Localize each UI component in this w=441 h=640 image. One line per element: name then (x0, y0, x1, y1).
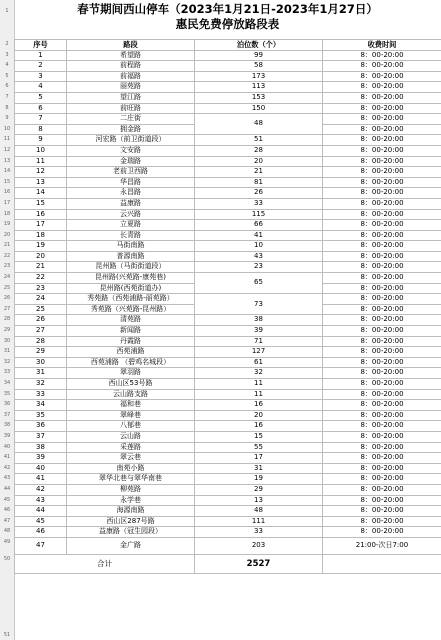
table-row (15, 389, 441, 400)
table-row (15, 347, 441, 358)
row-number: 5 (5, 73, 9, 79)
charge-hours: 8：00-20:00 (323, 61, 441, 72)
road-name: 前程路 (67, 61, 195, 72)
charge-hours: 8：00-20:00 (323, 156, 441, 167)
parking-spaces: 41 (195, 230, 323, 241)
header-index: 序号 (15, 40, 67, 51)
row-number: 46 (3, 507, 11, 513)
table-row (15, 262, 441, 273)
charge-hours: 8：00-20:00 (323, 442, 441, 453)
parking-spaces: 153 (195, 92, 323, 103)
table-row (15, 379, 441, 390)
road-name: 秀苑路（兴苑路-昆州路） (67, 304, 195, 315)
road-name: 益康路（冠生园段） (67, 527, 195, 538)
road-name: 翠羽路 (67, 368, 195, 379)
road-name: 河宏路（前卫街道段） (67, 135, 195, 146)
table-row (15, 495, 441, 506)
row-number: 31 (3, 348, 11, 354)
road-name: 海源南路 (67, 506, 195, 517)
charge-hours: 8：00-20:00 (323, 421, 441, 432)
road-name: 普源南路 (67, 251, 195, 262)
charge-hours: 8：00-20:00 (323, 294, 441, 305)
header-road: 路段 (67, 40, 195, 51)
charge-hours: 8：00-20:00 (323, 379, 441, 390)
charge-hours: 8：00-20:00 (323, 188, 441, 199)
table-row (15, 506, 441, 517)
table-row (15, 442, 441, 453)
charge-hours: 8：00-20:00 (323, 220, 441, 231)
header-hours: 收费时间 (323, 40, 441, 51)
table-row (15, 400, 441, 411)
row-number: 34 (3, 380, 11, 386)
charge-hours: 8：00-20:00 (323, 209, 441, 220)
row-number: 11 (3, 136, 11, 142)
row-index: 15 (15, 198, 67, 209)
row-index: 32 (15, 379, 67, 390)
parking-spaces: 99 (195, 50, 323, 61)
parking-spaces: 13 (195, 495, 323, 506)
parking-spaces: 10 (195, 241, 323, 252)
road-name: 丽苑路 (67, 82, 195, 93)
charge-hours: 8：00-20:00 (323, 495, 441, 506)
row-index: 3 (15, 71, 67, 82)
charge-hours: 8：00-20:00 (323, 50, 441, 61)
charge-hours: 8：00-20:00 (323, 304, 441, 315)
row-index: 37 (15, 431, 67, 442)
row-number: 17 (3, 200, 11, 206)
parking-spaces: 32 (195, 368, 323, 379)
charge-hours: 8：00-20:00 (323, 315, 441, 326)
parking-spaces: 26 (195, 188, 323, 199)
row-number: 30 (3, 338, 11, 344)
parking-spaces: 61 (195, 357, 323, 368)
row-index: 10 (15, 145, 67, 156)
charge-hours: 8：00-20:00 (323, 135, 441, 146)
row-index: 23 (15, 283, 67, 294)
parking-spaces: 55 (195, 442, 323, 453)
row-number: 4 (5, 62, 9, 68)
row-number: 2 (5, 41, 9, 47)
parking-spaces: 58 (195, 61, 323, 72)
table-row (15, 484, 441, 495)
road-name: 昆州路(兴苑路-康苑巷) (67, 273, 195, 284)
charge-hours: 8：00-20:00 (323, 71, 441, 82)
row-index: 41 (15, 474, 67, 485)
table-row (15, 537, 441, 554)
row-number: 13 (3, 158, 11, 164)
row-index: 5 (15, 92, 67, 103)
row-index: 26 (15, 315, 67, 326)
row-number: 10 (3, 126, 11, 132)
table-row (15, 463, 441, 474)
table-row (15, 198, 441, 209)
row-index: 11 (15, 156, 67, 167)
total-label: 合计 (15, 554, 195, 573)
row-index: 16 (15, 209, 67, 220)
header-spaces: 泊位数（个） (195, 40, 323, 51)
parking-spaces: 150 (195, 103, 323, 114)
row-number: 50 (3, 556, 11, 562)
row-index: 43 (15, 495, 67, 506)
charge-hours: 8：00-20:00 (323, 167, 441, 178)
parking-spaces: 81 (195, 177, 323, 188)
table-row (15, 209, 441, 220)
row-number: 45 (3, 497, 11, 503)
table-row (15, 177, 441, 188)
table-row (15, 230, 441, 241)
charge-hours: 8：00-20:00 (323, 114, 441, 125)
road-name: 前旺路 (67, 103, 195, 114)
row-index: 45 (15, 516, 67, 527)
road-name: 望江路 (67, 92, 195, 103)
row-number: 6 (5, 83, 9, 89)
road-name: 西山区287号路 (67, 516, 195, 527)
row-number: 12 (3, 147, 11, 153)
table-row (15, 220, 441, 231)
road-name: 翠华北巷与翠华南巷 (67, 474, 195, 485)
table-row (15, 273, 441, 284)
charge-hours: 8：00-20:00 (323, 474, 441, 485)
parking-spaces: 16 (195, 421, 323, 432)
road-name: 益康路 (67, 198, 195, 209)
row-number: 37 (3, 412, 11, 418)
row-index: 24 (15, 294, 67, 305)
road-name: 福和巷 (67, 400, 195, 411)
row-number: 3 (5, 52, 9, 58)
road-name: 云山路 (67, 431, 195, 442)
road-name: 华昌路 (67, 177, 195, 188)
row-index: 8 (15, 124, 67, 135)
charge-hours: 8：00-20:00 (323, 506, 441, 517)
row-number: 36 (3, 401, 11, 407)
table-row (15, 315, 441, 326)
table-row (15, 326, 441, 337)
table-row (15, 92, 441, 103)
row-index: 6 (15, 103, 67, 114)
table-row (15, 103, 441, 114)
row-index: 7 (15, 114, 67, 125)
road-name: 西山区53号路 (67, 379, 195, 390)
row-number: 26 (3, 295, 11, 301)
table-row (15, 167, 441, 178)
header-row (15, 40, 441, 51)
parking-spaces: 16 (195, 400, 323, 411)
charge-hours: 8：00-20:00 (323, 516, 441, 527)
charge-hours: 8：00-20:00 (323, 241, 441, 252)
charge-hours: 8：00-20:00 (323, 484, 441, 495)
charge-hours: 8：00-20:00 (323, 283, 441, 294)
row-number: 47 (3, 518, 11, 524)
title-line-1: 春节期间西山停车（2023年1月21日-2023年1月27日） (77, 2, 378, 16)
row-number: 48 (3, 528, 11, 534)
charge-hours: 8：00-20:00 (323, 326, 441, 337)
parking-spaces: 28 (195, 145, 323, 156)
table-row (15, 368, 441, 379)
row-index: 17 (15, 220, 67, 231)
row-index: 42 (15, 484, 67, 495)
charge-hours: 21:00-次日7:00 (323, 537, 441, 554)
row-number: 33 (3, 369, 11, 375)
road-name: 柳苑路 (67, 484, 195, 495)
road-name: 西苑浦路 (67, 347, 195, 358)
parking-spaces: 20 (195, 156, 323, 167)
row-index: 35 (15, 410, 67, 421)
charge-hours: 8：00-20:00 (323, 92, 441, 103)
charge-hours: 8：00-20:00 (323, 336, 441, 347)
row-index: 40 (15, 463, 67, 474)
parking-spaces: 39 (195, 326, 323, 337)
row-index: 25 (15, 304, 67, 315)
road-name: 新闻路 (67, 326, 195, 337)
charge-hours: 8：00-20:00 (323, 368, 441, 379)
title-line-2: 惠民免费停放路段表 (175, 17, 280, 31)
parking-spaces: 19 (195, 474, 323, 485)
row-number: 28 (3, 316, 11, 322)
row-index: 27 (15, 326, 67, 337)
table-row (15, 50, 441, 61)
row-index: 29 (15, 347, 67, 358)
row-index: 39 (15, 453, 67, 464)
road-name: 希望路 (67, 50, 195, 61)
row-index: 47 (15, 537, 67, 554)
row-number: 32 (3, 359, 11, 365)
charge-hours: 8：00-20:00 (323, 273, 441, 284)
road-name: 前福路 (67, 71, 195, 82)
parking-table (14, 39, 441, 574)
charge-hours: 8：00-20:00 (323, 453, 441, 464)
parking-spaces: 115 (195, 209, 323, 220)
table-row (15, 357, 441, 368)
road-name: 永昌路 (67, 188, 195, 199)
road-name: 云兴路 (67, 209, 195, 220)
table-body (15, 40, 441, 574)
row-index: 36 (15, 421, 67, 432)
charge-hours: 8：00-20:00 (323, 145, 441, 156)
row-index: 20 (15, 251, 67, 262)
table-row (15, 135, 441, 146)
table-row (15, 516, 441, 527)
road-name: 丹霞路 (67, 336, 195, 347)
table-row (15, 156, 441, 167)
road-name: 拥金路 (67, 124, 195, 135)
table-row (15, 527, 441, 538)
parking-spaces: 11 (195, 379, 323, 390)
table-row (15, 294, 441, 305)
total-row (15, 554, 441, 573)
row-number: 7 (5, 94, 9, 100)
charge-hours: 8：00-20:00 (323, 177, 441, 188)
charge-hours: 8：00-20:00 (323, 124, 441, 135)
road-name: 云山路支路 (67, 389, 195, 400)
row-number: 24 (3, 274, 11, 280)
parking-spaces: 71 (195, 336, 323, 347)
row-index: 2 (15, 61, 67, 72)
parking-spaces: 51 (195, 135, 323, 146)
row-number: 16 (3, 189, 11, 195)
table-row (15, 145, 441, 156)
parking-spaces: 43 (195, 251, 323, 262)
parking-spaces: 31 (195, 463, 323, 474)
charge-hours: 8：00-20:00 (323, 82, 441, 93)
parking-spaces: 48 (195, 506, 323, 517)
row-number: 8 (5, 105, 9, 111)
total-empty-cell (323, 554, 441, 573)
road-name: 二庄街 (67, 114, 195, 125)
table-row (15, 251, 441, 262)
row-index: 28 (15, 336, 67, 347)
row-number: 44 (3, 486, 11, 492)
table-row (15, 82, 441, 93)
row-number: 40 (3, 444, 11, 450)
row-index: 33 (15, 389, 67, 400)
row-number: 1 (5, 8, 9, 14)
road-name: 永学巷 (67, 495, 195, 506)
road-name: 金广路 (67, 537, 195, 554)
row-index: 4 (15, 82, 67, 93)
parking-spaces: 65 (195, 273, 323, 294)
row-index: 12 (15, 167, 67, 178)
charge-hours: 8：00-20:00 (323, 198, 441, 209)
charge-hours: 8：00-20:00 (323, 527, 441, 538)
table-row (15, 336, 441, 347)
parking-spaces: 203 (195, 537, 323, 554)
road-name: 南苑小路 (67, 463, 195, 474)
road-name: 立夏路 (67, 220, 195, 231)
row-index: 30 (15, 357, 67, 368)
road-name: 马街南路 (67, 241, 195, 252)
parking-spaces: 23 (195, 262, 323, 273)
row-number: 25 (3, 285, 11, 291)
total-value: 2527 (195, 554, 323, 573)
row-number: 22 (3, 253, 11, 259)
parking-spaces: 33 (195, 527, 323, 538)
charge-hours: 8：00-20:00 (323, 230, 441, 241)
row-index: 34 (15, 400, 67, 411)
parking-spaces: 111 (195, 516, 323, 527)
parking-spaces: 11 (195, 389, 323, 400)
row-number: 49 (3, 539, 11, 545)
parking-spaces: 15 (195, 431, 323, 442)
row-number: 35 (3, 391, 11, 397)
parking-spaces: 29 (195, 484, 323, 495)
table-row (15, 188, 441, 199)
row-index: 14 (15, 188, 67, 199)
parking-spaces: 38 (195, 315, 323, 326)
row-index: 46 (15, 527, 67, 538)
parking-spaces: 48 (195, 114, 323, 135)
row-index: 18 (15, 230, 67, 241)
row-index: 31 (15, 368, 67, 379)
row-number: 29 (3, 327, 11, 333)
parking-spaces: 17 (195, 453, 323, 464)
parking-spaces: 21 (195, 167, 323, 178)
row-number: 9 (5, 115, 9, 121)
road-name: 采莲路 (67, 442, 195, 453)
row-index: 19 (15, 241, 67, 252)
row-number: 20 (3, 232, 11, 238)
table-row (15, 114, 441, 125)
charge-hours: 8：00-20:00 (323, 357, 441, 368)
road-name: 文安路 (67, 145, 195, 156)
row-number: 51 (3, 632, 11, 638)
table-row (15, 474, 441, 485)
row-number: 14 (3, 168, 11, 174)
road-name: 翠云巷 (67, 453, 195, 464)
row-number: 23 (3, 263, 11, 269)
row-number: 43 (3, 475, 11, 481)
parking-spaces: 66 (195, 220, 323, 231)
row-index: 1 (15, 50, 67, 61)
charge-hours: 8：00-20:00 (323, 262, 441, 273)
parking-spaces: 20 (195, 410, 323, 421)
row-index: 21 (15, 262, 67, 273)
charge-hours: 8：00-20:00 (323, 389, 441, 400)
row-number: 21 (3, 242, 11, 248)
row-number: 42 (3, 465, 11, 471)
parking-spaces: 173 (195, 71, 323, 82)
row-number: 18 (3, 211, 11, 217)
row-number: 39 (3, 433, 11, 439)
road-name: 老前卫西路 (67, 167, 195, 178)
charge-hours: 8：00-20:00 (323, 463, 441, 474)
charge-hours: 8：00-20:00 (323, 410, 441, 421)
road-name: 翠峰巷 (67, 410, 195, 421)
row-number: 41 (3, 454, 11, 460)
row-index: 44 (15, 506, 67, 517)
table-row (15, 410, 441, 421)
table-row (15, 61, 441, 72)
row-index: 38 (15, 442, 67, 453)
row-number: 15 (3, 179, 11, 185)
row-index: 9 (15, 135, 67, 146)
row-number: 38 (3, 422, 11, 428)
charge-hours: 8：00-20:00 (323, 431, 441, 442)
road-name: 八郁巷 (67, 421, 195, 432)
table-row (15, 453, 441, 464)
parking-spaces: 127 (195, 347, 323, 358)
row-index: 22 (15, 273, 67, 284)
table-row (15, 71, 441, 82)
road-name: 昆州路(西苑街道办) (67, 283, 195, 294)
row-index: 13 (15, 177, 67, 188)
parking-spaces: 33 (195, 198, 323, 209)
charge-hours: 8：00-20:00 (323, 251, 441, 262)
table-row (15, 431, 441, 442)
road-name: 长青路 (67, 230, 195, 241)
parking-spaces: 113 (195, 82, 323, 93)
table-row (15, 421, 441, 432)
charge-hours: 8：00-20:00 (323, 347, 441, 358)
road-name: 秀苑路（西苑浦路-丽苑路） (67, 294, 195, 305)
row-number: 19 (3, 221, 11, 227)
parking-spaces: 73 (195, 294, 323, 315)
road-name: 金瑞路 (67, 156, 195, 167)
charge-hours: 8：00-20:00 (323, 103, 441, 114)
road-name: 清苑路 (67, 315, 195, 326)
row-number: 27 (3, 306, 11, 312)
road-name: 昆州路（马街街道段） (67, 262, 195, 273)
charge-hours: 8：00-20:00 (323, 400, 441, 411)
table-row (15, 241, 441, 252)
road-name: 西苑浦路 （碧鸡名城段） (67, 357, 195, 368)
